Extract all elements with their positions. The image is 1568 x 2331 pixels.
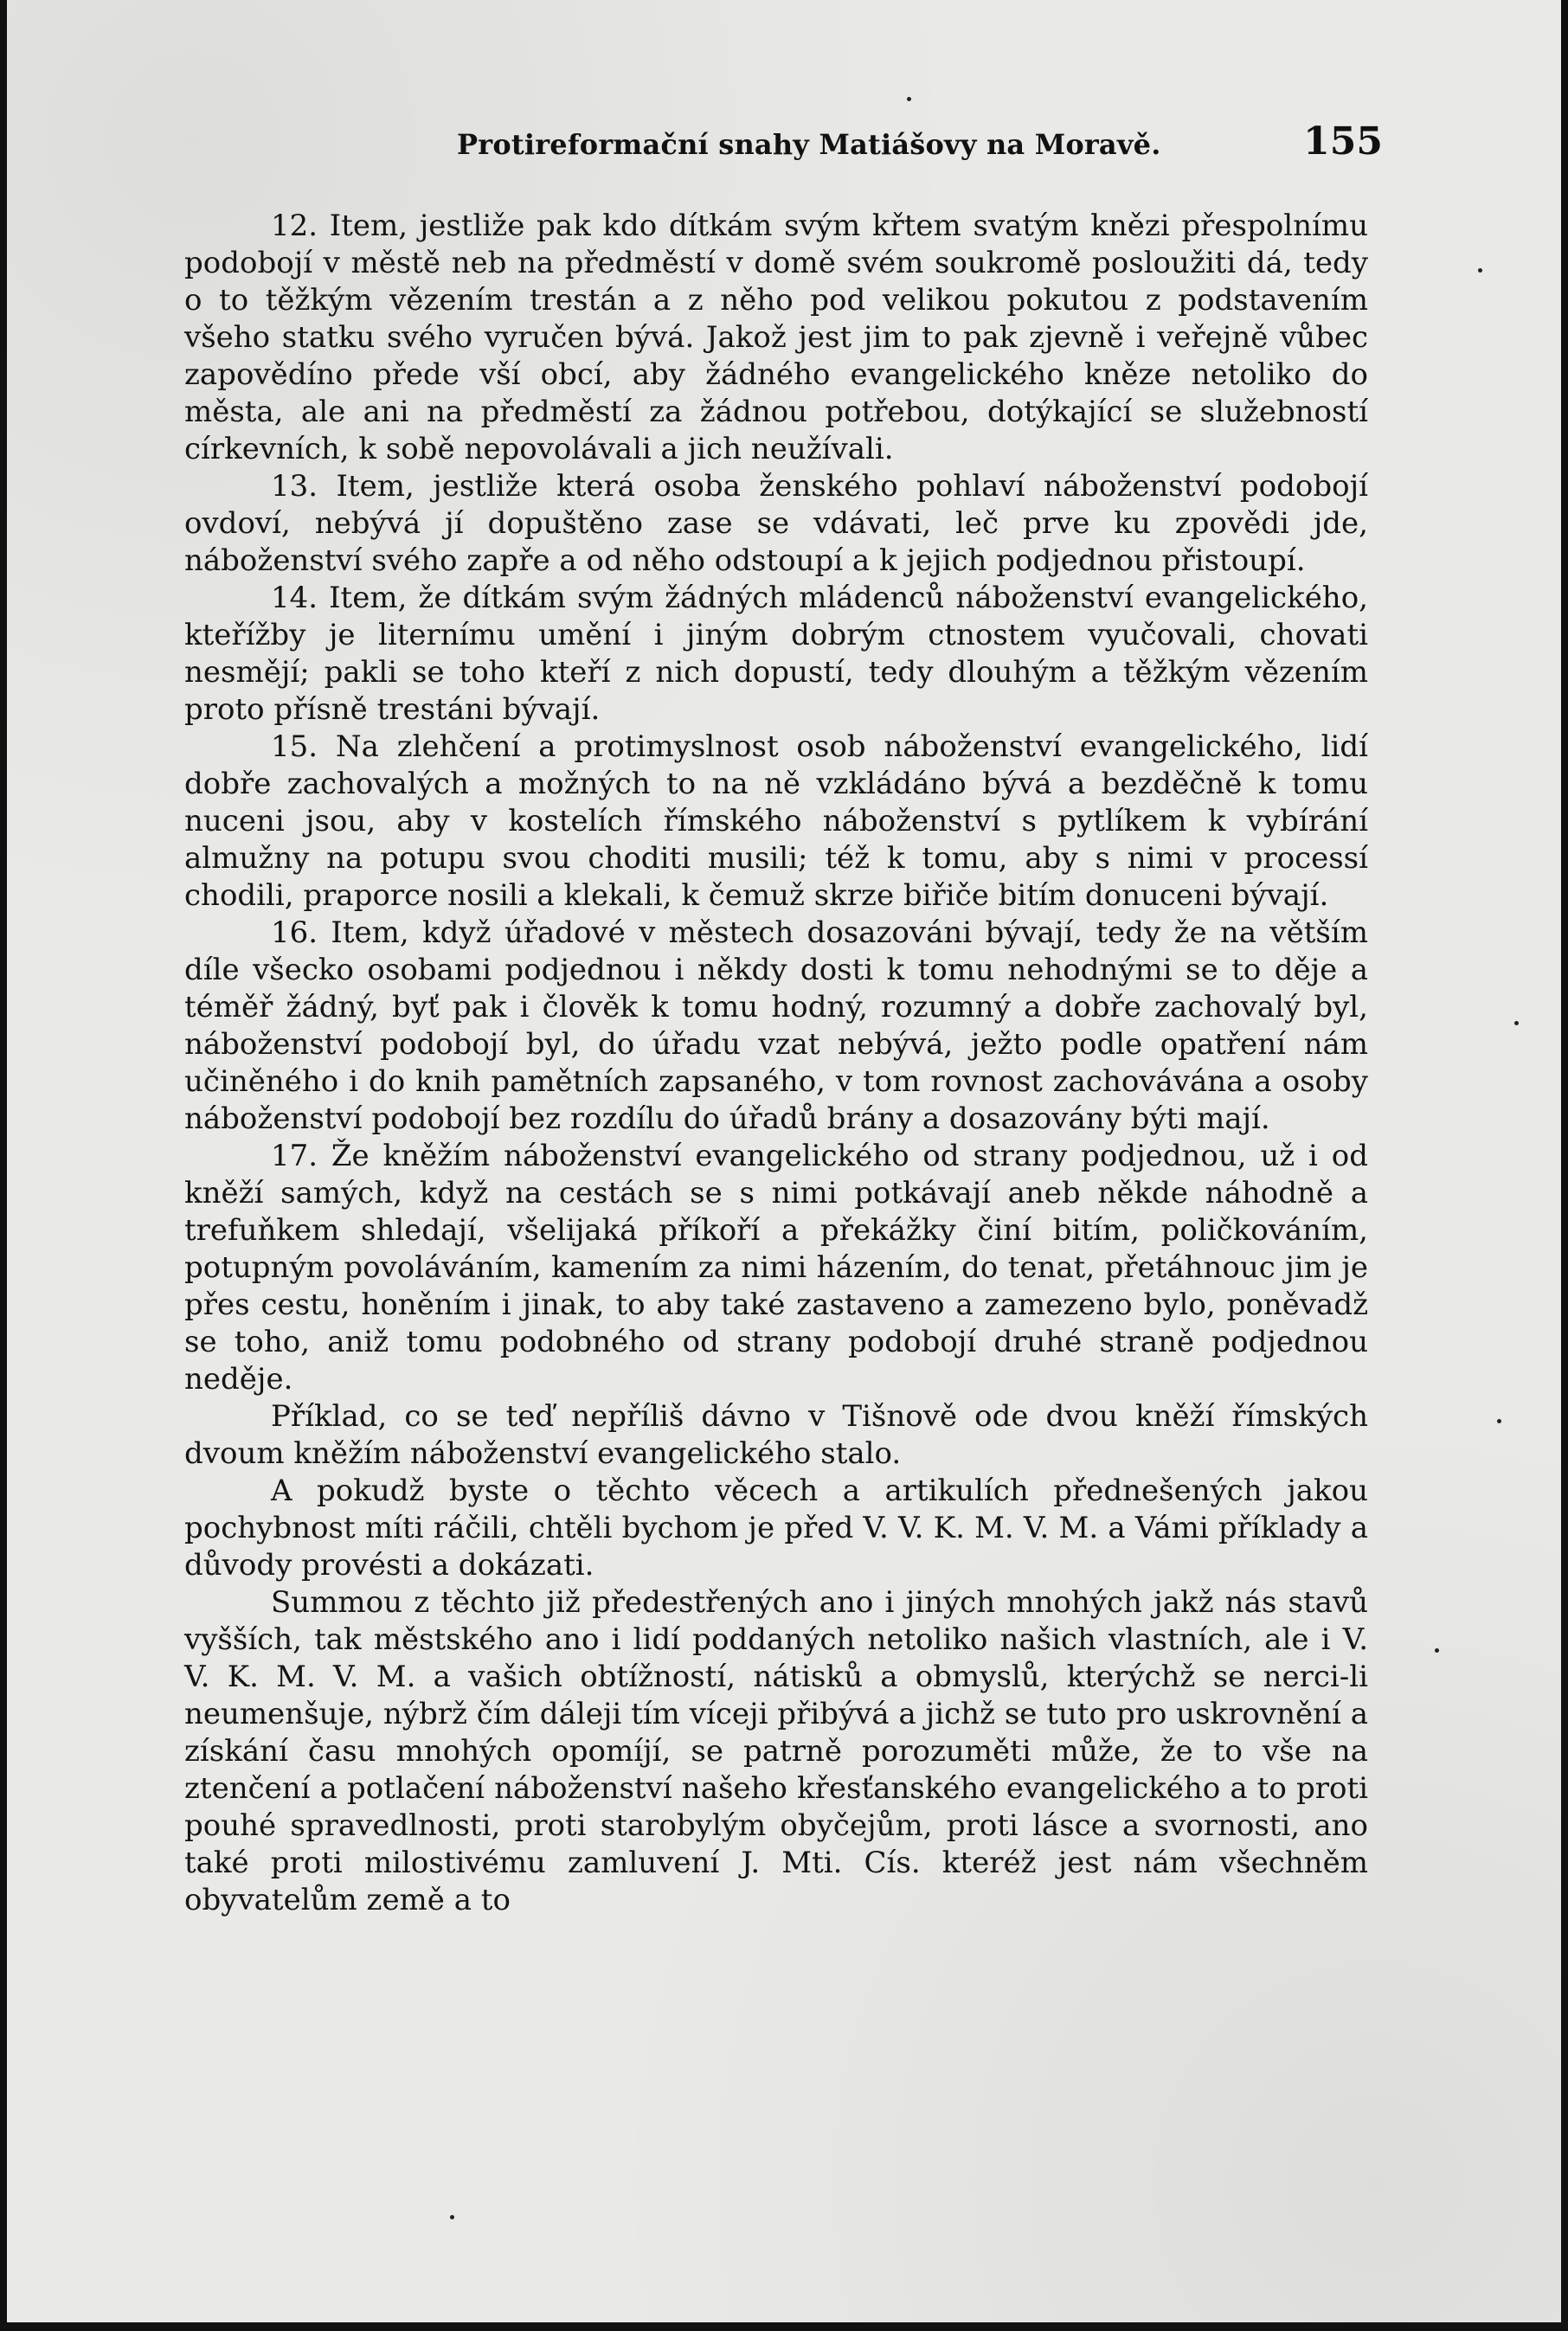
scan-speck (1514, 1021, 1519, 1025)
scan-speck (1497, 1419, 1501, 1423)
scan-border-left (0, 0, 7, 2331)
book-page (7, 0, 1561, 2322)
paragraph-item-13: 13. Item, jestliže která osoba ženského pohlaví náboženství podobojí ovdoví, nebývá jí dopuštěno zase se vdávati, leč prve ku zpovědi jde, náboženství svého zapře a od něho odstoupí a k jejich podjednou přistoupí. (184, 469, 1368, 578)
scan-speck (450, 2215, 454, 2219)
scan-speck (907, 97, 911, 101)
paragraph-item-15: 15. Na zlehčení a protimyslnost osob náboženství evangelického, lidí dobře zachovalých a možných to na ně vzkládáno bývá a bezděčně k tomu nuceni jsou, aby v kostelích římského náboženství s pytlíkem k vybírání almužny na potupu svou choditi musili; též k tomu, aby s nimi v processí chodili, praporce nosili a klekali, k čemuž skrze biřiče bitím donuceni bývají. (184, 729, 1368, 913)
body-text (184, 208, 1368, 1919)
paragraph-item-12: 12. Item, jestliže pak kdo dítkám svým křtem svatým knězi přespolnímu podobojí v městě neb na předměstí v domě svém soukromě posloužiti dá, tedy o to těžkým vězením trestán a z něho pod velikou pokutou z podstavením všeho statku svého vyručen bývá. Jakož jest jim to pak zjevně i veřejně vůbec zapovědíno přede vší obcí, aby žádného evangelického kněze netoliko do města, ale ani na předměstí za žádnou potřebou, dotýkající se služebností církevních, k sobě nepovolávali a jich neužívali. (184, 209, 1368, 466)
scan-border-bottom (0, 2322, 1568, 2331)
paragraph-example: Příklad, co se teď nepříliš dávno v Tišnově ode dvou kněží římských dvoum kněžím náboženství evangelického stalo. (184, 1399, 1368, 1471)
scan-border-right (1561, 0, 1568, 2331)
page-number: 155 (1303, 119, 1383, 164)
scan-speck (1435, 1648, 1439, 1653)
paragraph-item-17: 17. Že kněžím náboženství evangelického od strany podjednou, už i od kněží samých, když na cestách se s nimi potkávají aneb někde náhodně a trefuňkem shledají, všelijaká příkoří a překážky činí bitím, poličkováním, potupným povoláváním, kamením za nimi házením, do tenat, přetáhnouc jim je přes cestu, honěním i jinak, to aby také zastaveno a zamezeno bylo, poněvadž se toho, aniž tomu podobného od strany podobojí druhé straně podjednou neděje. (184, 1139, 1368, 1397)
paragraph-item-14: 14. Item, že dítkám svým žádných mládenců náboženství evangelického, kteřížby je liternímu umění i jiným dobrým ctnostem vyučovali, chovati nesmějí; pakli se toho kteří z nich dopustí, tedy dlouhým a těžkým vězením proto přísně trestáni bývají. (184, 581, 1368, 727)
page-header (180, 119, 1383, 171)
running-title: Protireformační snahy Matiášovy na Moravě. (457, 128, 1161, 161)
paragraph-proof: A pokudž byste o těchto věcech a artikulích přednešených jakou pochybnost míti ráčili, chtěli bychom je před V. V. K. M. V. M. a Vámi příklady a důvody provésti a dokázati. (184, 1474, 1368, 1583)
paragraph-summary: Summou z těchto již předestřených ano i jiných mnohých jakž nás stavů vyšších, tak městského ano i lidí poddaných netoliko našich vlastních, ale i V. V. K. M. V. M. a vašich obtížností, nátisků a obmyslů, kterýchž se nerci-li neumenšuje, nýbrž čím dáleji tím víceji přibývá a jichž se tuto pro uskrovnění a získání času mnohých opomíjí, se patrně porozuměti může, že to vše na ztenčení a potlačení náboženství našeho křesťanského evangelického a to proti pouhé spravedlnosti, proti starobylým obyčejům, proti lásce a svornosti, ano také proti milostivému zamluvení J. Mti. Cís. kteréž jest nám všechněm obyvatelům země a to (184, 1585, 1368, 1917)
scan-speck (1478, 268, 1482, 273)
paragraph-item-16: 16. Item, když úřadové v městech dosazováni bývají, tedy že na větším díle všecko osobami podjednou i někdy dosti k tomu nehodnými se to děje a téměř žádný, byť pak i člověk k tomu hodný, rozumný a dobře zachovalý byl, náboženství podobojí byl, do úřadu vzat nebývá, ježto podle opatření nám učiněného i do knih pamětních zapsaného, v tom rovnost zachovávána a osoby náboženství podobojí bez rozdílu do úřadů brány a dosazovány býti mají. (184, 915, 1368, 1136)
